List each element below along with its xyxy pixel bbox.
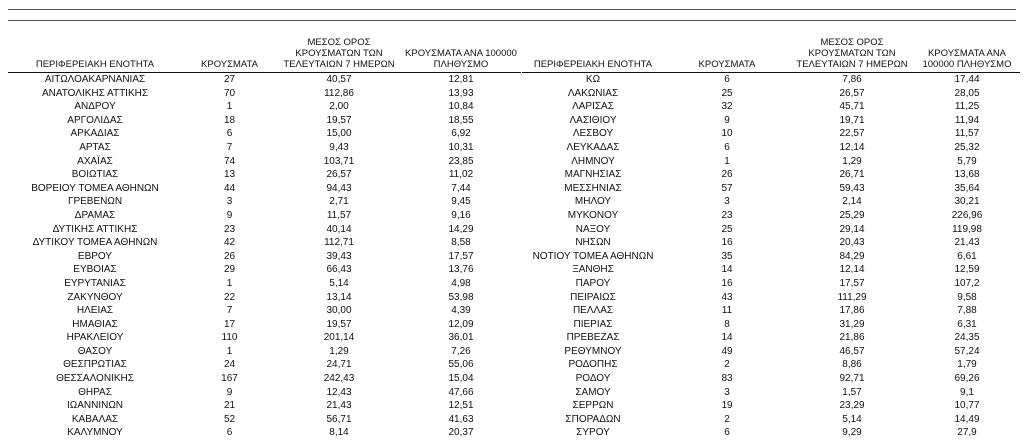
cases-cell: 1: [226, 101, 233, 113]
per100k-cell: 41,63: [448, 413, 474, 425]
cases-cell: 22: [223, 291, 236, 303]
header-region: ΠΕΡΙΦΕΡΕΙΑΚΗ ΕΝΟΤΗΤΑ: [8, 28, 182, 73]
region-cell: ΑΙΤΩΛΟΑΚΑΡΝΑΝΙΑΣ: [44, 74, 146, 85]
avg7-cell: 59,43: [839, 182, 865, 194]
table-row: [522, 168, 1020, 182]
per100k-cell: 36,01: [448, 332, 474, 344]
cases-cell: 25: [721, 87, 733, 99]
table-row: [8, 399, 521, 413]
region-cell: ΠΡΕΒΕΖΑΣ: [566, 332, 620, 344]
region-cell: ΕΥΡΥΤΑΝΙΑΣ: [64, 277, 126, 289]
region-cell: ΞΑΝΘΗΣ: [572, 264, 614, 276]
per100k-cell: 5,79: [957, 155, 977, 167]
cases-cell: 3: [226, 196, 233, 208]
avg7-cell: 103,71: [323, 155, 355, 167]
table-row: [522, 87, 1020, 101]
table-row: [522, 277, 1020, 291]
avg7-cell: 5,14: [842, 413, 862, 425]
avg7-cell: 23,29: [839, 400, 865, 412]
avg7-cell: 2,00: [329, 101, 349, 113]
avg7-cell: 112,71: [324, 237, 354, 249]
table-row: [522, 291, 1020, 305]
per100k-cell: 69,26: [954, 373, 980, 385]
avg7-cell: 242,43: [323, 373, 355, 385]
avg7-cell: 56,71: [326, 413, 352, 425]
cases-cell: 6: [724, 141, 730, 153]
table-row: [8, 372, 521, 386]
cases-cell: 18: [223, 114, 236, 126]
per100k-cell: 12,59: [954, 264, 980, 276]
avg7-cell: 26,57: [326, 169, 352, 181]
table-row: [8, 182, 521, 196]
table-row: [522, 372, 1020, 386]
cases-cell: 35: [721, 250, 733, 262]
per100k-cell: 30,21: [954, 196, 980, 208]
avg7-cell: 45,71: [839, 101, 865, 113]
header-per100k: ΚΡΟΥΣΜΑΤΑ ΑΝΑ 100000 ΠΛΗΘΥΣΜΟ: [914, 28, 1020, 73]
region-cell: ΜΥΚΟΝΟΥ: [567, 209, 619, 221]
cases-cell: 29: [223, 264, 236, 276]
avg7-cell: 19,57: [326, 318, 352, 330]
table-row: [8, 209, 521, 223]
cases-cell: 1: [226, 345, 233, 357]
cases-cell: 83: [721, 373, 733, 385]
avg7-cell: 21,86: [839, 332, 865, 344]
per100k-cell: 7,26: [451, 345, 471, 357]
avg7-cell: 22,57: [839, 128, 865, 140]
per100k-cell: 17,44: [954, 74, 980, 85]
cases-cell: 52: [223, 413, 236, 425]
table-row: [522, 155, 1020, 169]
cases-cell: 7: [226, 305, 233, 317]
avg7-cell: 20,43: [839, 237, 865, 249]
avg7-cell: 7,86: [842, 74, 862, 85]
avg7-cell: 84,29: [839, 250, 865, 262]
region-cell: ΛΑΚΩΝΙΑΣ: [567, 87, 619, 99]
cases-cell: 74: [223, 155, 236, 167]
cases-cell: 6: [724, 74, 730, 85]
region-cell: ΜΗΛΟΥ: [574, 196, 612, 208]
header-avg7: ΜΕΣΟΣ ΟΡΟΣ ΚΡΟΥΣΜΑΤΩΝ ΤΩΝ ΤΕΛΕΥΤΑΙΩΝ 7 ΗΜΕΡΩΝ: [277, 28, 401, 73]
table-row: [8, 331, 521, 345]
per100k-cell: 9,16: [451, 209, 471, 221]
avg7-cell: 2,14: [842, 196, 862, 208]
per100k-cell: 7,88: [957, 305, 977, 317]
cases-cell: 9: [724, 114, 730, 126]
table-row: [522, 318, 1020, 332]
region-cell: ΡΟΔΟΠΗΣ: [568, 359, 618, 371]
region-cell: ΔΥΤΙΚΗΣ ΑΤΤΙΚΗΣ: [52, 223, 138, 235]
per100k-cell: 11,02: [448, 169, 474, 181]
region-cell: ΠΕΙΡΑΙΩΣ: [570, 291, 616, 303]
table-row: [8, 291, 521, 305]
avg7-cell: 1,57: [842, 386, 862, 398]
avg7-cell: 8,86: [842, 359, 862, 371]
region-cell: ΘΕΣΠΡΩΤΙΑΣ: [63, 359, 127, 371]
per100k-cell: 23,85: [448, 155, 474, 167]
cases-cell: 110: [221, 332, 238, 344]
table-row: [522, 345, 1020, 359]
avg7-cell: 66,43: [326, 264, 352, 276]
table-row: [522, 209, 1020, 223]
cases-cell: 27: [223, 74, 236, 85]
region-cell: ΙΩΑΝΝΙΝΩΝ: [66, 400, 124, 412]
avg7-cell: 112,86: [324, 87, 354, 99]
avg7-cell: 46,57: [839, 345, 865, 357]
avg7-cell: 40,14: [326, 223, 352, 235]
avg7-cell: 1,29: [329, 345, 349, 357]
avg7-cell: 8,14: [329, 427, 349, 439]
cases-cell: 32: [721, 101, 733, 113]
per100k-cell: 14,49: [954, 413, 980, 425]
per100k-cell: 13,68: [954, 169, 980, 181]
per100k-cell: 47,66: [448, 386, 474, 398]
table-row: [522, 426, 1020, 440]
table-row: [8, 87, 521, 101]
header-per100k: ΚΡΟΥΣΜΑΤΑ ΑΝΑ 100000 ΠΛΗΘΥΣΜΟ: [401, 28, 521, 73]
per100k-cell: 10,84: [448, 101, 474, 113]
cases-cell: 26: [223, 250, 236, 262]
table-row: [522, 236, 1020, 250]
cases-cell: 14: [721, 332, 733, 344]
table-row: [8, 426, 521, 440]
region-cell: ΜΕΣΣΗΝΙΑΣ: [564, 182, 622, 194]
region-cell: ΜΑΓΝΗΣΙΑΣ: [564, 169, 622, 181]
region-cell: ΑΝΔΡΟΥ: [74, 101, 116, 113]
table-row: [522, 331, 1020, 345]
region-cell: ΠΕΛΛΑΣ: [572, 305, 614, 317]
per100k-cell: 107,2: [954, 277, 980, 289]
avg7-cell: 15,00: [326, 128, 352, 140]
region-cell: ΚΩ: [585, 74, 601, 85]
avg7-cell: 201,14: [323, 332, 355, 344]
per100k-cell: 25,32: [954, 141, 980, 153]
avg7-cell: 13,14: [326, 291, 352, 303]
region-cell: ΠΑΡΟΥ: [575, 277, 611, 289]
per100k-cell: 14,29: [448, 223, 474, 235]
avg7-cell: 31,29: [839, 318, 865, 330]
per100k-cell: 21,43: [954, 237, 980, 249]
region-cell: ΗΛΕΙΑΣ: [76, 305, 114, 317]
per100k-cell: 11,57: [954, 128, 980, 140]
region-cell: ΣΕΡΡΩΝ: [572, 400, 614, 412]
table-row: [8, 155, 521, 169]
cases-cell: 8: [724, 318, 730, 330]
cases-cell: 2: [724, 359, 730, 371]
table-row: [8, 358, 521, 372]
cases-cell: 21: [223, 400, 236, 412]
per100k-cell: 6,61: [957, 250, 977, 262]
table-row: [522, 127, 1020, 141]
per100k-cell: 57,24: [954, 345, 980, 357]
avg7-cell: 30,00: [326, 305, 352, 317]
avg7-cell: 39,43: [326, 250, 352, 262]
region-cell: ΗΜΑΘΙΑΣ: [72, 318, 118, 330]
table-row: [8, 236, 521, 250]
table-row: [8, 223, 521, 237]
cases-cell: 6: [226, 128, 233, 140]
table-row: [8, 141, 521, 155]
cases-cell: 16: [721, 277, 733, 289]
cases-cell: 6: [724, 427, 730, 439]
per100k-cell: 15,04: [448, 373, 474, 385]
region-cell: ΣΥΡΟΥ: [576, 427, 610, 439]
region-cell: ΕΒΡΟΥ: [77, 250, 113, 262]
cases-cell: 167: [221, 373, 238, 385]
table-row: [522, 263, 1020, 277]
per100k-cell: 1,79: [957, 359, 977, 371]
region-cell: ΠΙΕΡΙΑΣ: [573, 318, 613, 330]
per100k-cell: 9,1: [960, 386, 974, 398]
cases-cell: 16: [721, 237, 733, 249]
table-row: [8, 250, 521, 264]
header-cases: ΚΡΟΥΣΜΑΤΑ: [182, 28, 277, 73]
cases-cell: 70: [223, 87, 236, 99]
cases-cell: 23: [223, 223, 236, 235]
table-row: [8, 195, 521, 209]
per100k-cell: 12,09: [448, 318, 474, 330]
header-avg7: ΜΕΣΟΣ ΟΡΟΣ ΚΡΟΥΣΜΑΤΩΝ ΤΩΝ ΤΕΛΕΥΤΑΙΩΝ 7 ΗΜΕΡΩΝ: [790, 28, 914, 73]
avg7-cell: 19,71: [839, 114, 865, 126]
cases-table-left: [8, 28, 521, 440]
region-cell: ΓΡΕΒΕΝΩΝ: [67, 196, 123, 208]
region-cell: ΚΑΛΥΜΝΟΥ: [67, 427, 123, 439]
table-row: [8, 345, 521, 359]
table-row: [522, 250, 1020, 264]
table-row: [8, 168, 521, 182]
cases-cell: 11: [721, 305, 733, 317]
avg7-cell: 2,71: [329, 196, 349, 208]
region-cell: ΛΕΣΒΟΥ: [572, 128, 614, 140]
avg7-cell: 111,29: [837, 291, 867, 303]
table-row: [522, 386, 1020, 400]
region-cell: ΑΝΑΤΟΛΙΚΗΣ ΑΤΤΙΚΗΣ: [41, 87, 149, 99]
cases-cell: 1: [226, 277, 233, 289]
per100k-cell: 13,93: [448, 87, 474, 99]
cases-cell: 3: [724, 196, 730, 208]
region-cell: ΒΟΙΩΤΙΑΣ: [71, 169, 119, 181]
region-cell: ΣΠΟΡΑΔΩΝ: [565, 413, 621, 425]
table-row: [522, 100, 1020, 114]
table-row: [522, 358, 1020, 372]
region-cell: ΑΧΑΪΑΣ: [77, 155, 113, 167]
region-cell: ΘΑΣΟΥ: [77, 345, 113, 357]
top-rule: [8, 9, 1016, 10]
avg7-cell: 19,57: [326, 114, 352, 126]
region-cell: ΒΟΡΕΙΟΥ ΤΟΜΕΑ ΑΘΗΝΩΝ: [31, 182, 159, 194]
table-row: [8, 277, 521, 291]
table-row: [522, 413, 1020, 427]
region-cell: ΡΕΘΥΜΝΟΥ: [564, 345, 622, 357]
cases-cell: 9: [226, 386, 233, 398]
avg7-cell: 9,43: [329, 141, 349, 153]
region-cell: ΝΗΣΩΝ: [575, 237, 611, 249]
region-cell: ΝΟΤΙΟΥ ΤΟΜΕΑ ΑΘΗΝΩΝ: [532, 250, 654, 262]
avg7-cell: 26,57: [839, 87, 865, 99]
region-cell: ΖΑΚΥΝΘΟΥ: [67, 291, 123, 303]
avg7-cell: 21,43: [326, 400, 352, 412]
header-region: ΠΕΡΙΦΕΡΕΙΑΚΗ ΕΝΟΤΗΤΑ: [522, 28, 664, 73]
table-row: [8, 100, 521, 114]
avg7-cell: 94,43: [326, 182, 352, 194]
per100k-cell: 11,94: [954, 114, 980, 126]
cases-cell: 3: [724, 386, 730, 398]
cases-cell: 17: [223, 318, 236, 330]
avg7-cell: 40,57: [326, 74, 352, 85]
region-cell: ΔΡΑΜΑΣ: [74, 209, 116, 221]
avg7-cell: 12,14: [839, 264, 865, 276]
per100k-cell: 4,98: [451, 277, 471, 289]
avg7-cell: 11,57: [326, 209, 352, 221]
avg7-cell: 12,43: [326, 386, 352, 398]
per100k-cell: 17,57: [448, 250, 474, 262]
table-row: [522, 195, 1020, 209]
region-cell: ΛΕΥΚΑΔΑΣ: [566, 141, 620, 153]
per100k-cell: 53,98: [448, 291, 474, 303]
cases-cell: 2: [724, 413, 730, 425]
avg7-cell: 1,29: [842, 155, 862, 167]
region-cell: ΑΡΓΟΛΙΔΑΣ: [67, 114, 123, 126]
table-row: [522, 114, 1020, 128]
avg7-cell: 92,71: [839, 373, 865, 385]
cases-cell: 1: [724, 155, 730, 167]
table-row: [8, 318, 521, 332]
per100k-cell: 28,05: [954, 87, 980, 99]
table-row: [522, 223, 1020, 237]
avg7-cell: 25,29: [839, 209, 865, 221]
per100k-cell: 18,55: [448, 114, 474, 126]
table-row: [522, 182, 1020, 196]
table-row: [522, 304, 1020, 318]
cases-cell: 9: [226, 209, 233, 221]
cases-cell: 13: [223, 169, 236, 181]
per100k-cell: 8,58: [451, 237, 471, 249]
table-row: [8, 127, 521, 141]
region-cell: ΗΡΑΚΛΕΙΟΥ: [66, 332, 124, 344]
table-row: [8, 114, 521, 128]
region-cell: ΕΥΒΟΙΑΣ: [73, 264, 117, 276]
region-cell: ΛΗΜΝΟΥ: [571, 155, 615, 167]
avg7-cell: 24,71: [326, 359, 352, 371]
avg7-cell: 29,14: [839, 223, 865, 235]
region-cell: ΛΑΡΙΣΑΣ: [572, 101, 614, 113]
per100k-cell: 4,39: [451, 305, 471, 317]
region-cell: ΔΥΤΙΚΟΥ ΤΟΜΕΑ ΑΘΗΝΩΝ: [32, 237, 158, 249]
cases-cell: 19: [721, 400, 733, 412]
cases-table-right: [522, 28, 1020, 440]
avg7-cell: 17,86: [839, 305, 865, 317]
avg7-cell: 17,57: [839, 277, 865, 289]
per100k-cell: 24,35: [954, 332, 980, 344]
region-cell: ΚΑΒΑΛΑΣ: [71, 413, 119, 425]
table-row: [8, 263, 521, 277]
cases-cell: 25: [721, 223, 733, 235]
cases-cell: 10: [721, 128, 733, 140]
avg7-cell: 5,14: [329, 277, 349, 289]
cases-cell: 7: [226, 141, 233, 153]
per100k-cell: 12,51: [448, 400, 474, 412]
table-row: [8, 304, 521, 318]
cases-cell: 57: [721, 182, 733, 194]
cases-cell: 42: [223, 237, 236, 249]
region-cell: ΝΑΞΟΥ: [575, 223, 611, 235]
table-row: [522, 141, 1020, 155]
per100k-cell: 9,58: [957, 291, 977, 303]
per100k-cell: 27,9: [957, 427, 977, 439]
table-row: [522, 399, 1020, 413]
cases-cell: 44: [223, 182, 236, 194]
region-cell: ΑΡΚΑΔΙΑΣ: [70, 128, 120, 140]
cases-cell: 43: [721, 291, 733, 303]
per100k-cell: 11,25: [954, 101, 980, 113]
region-cell: ΣΑΜΟΥ: [575, 386, 611, 398]
region-cell: ΘΗΡΑΣ: [78, 386, 112, 398]
region-cell: ΘΕΣΣΑΛΟΝΙΚΗΣ: [56, 373, 134, 385]
per100k-cell: 10,31: [448, 141, 474, 153]
table-row: [522, 73, 1020, 87]
cases-cell: 23: [721, 209, 733, 221]
per100k-cell: 6,31: [957, 318, 977, 330]
region-cell: ΑΡΤΑΣ: [79, 141, 111, 153]
cases-cell: 24: [223, 359, 236, 371]
table-row: [8, 413, 521, 427]
avg7-cell: 26,71: [839, 169, 865, 181]
region-cell: ΛΑΣΙΘΙΟΥ: [569, 114, 617, 126]
table-header-row: [522, 28, 1020, 73]
header-cases: ΚΡΟΥΣΜΑΤΑ: [664, 28, 790, 73]
per100k-cell: 10,77: [954, 400, 980, 412]
region-cell: ΡΟΔΟΥ: [575, 373, 611, 385]
per100k-cell: 55,06: [448, 359, 474, 371]
cases-cell: 14: [721, 264, 733, 276]
per100k-cell: 9,45: [451, 196, 471, 208]
table-row: [8, 386, 521, 400]
avg7-cell: 12,14: [839, 141, 865, 153]
cases-cell: 49: [721, 345, 733, 357]
per100k-cell: 20,37: [448, 427, 474, 439]
per100k-cell: 119,98: [952, 223, 982, 235]
per100k-cell: 6,92: [451, 128, 471, 140]
cases-cell: 6: [226, 427, 233, 439]
table-row: [8, 73, 521, 87]
per100k-cell: 35,64: [954, 182, 980, 194]
per100k-cell: 7,44: [451, 182, 471, 194]
cases-cell: 26: [721, 169, 733, 181]
per100k-cell: 13,76: [448, 264, 474, 276]
table-header-row: [8, 28, 521, 73]
per100k-cell: 12,81: [448, 74, 474, 85]
second-rule: [8, 20, 1016, 21]
avg7-cell: 9,29: [842, 427, 862, 439]
per100k-cell: 226,96: [951, 209, 983, 221]
